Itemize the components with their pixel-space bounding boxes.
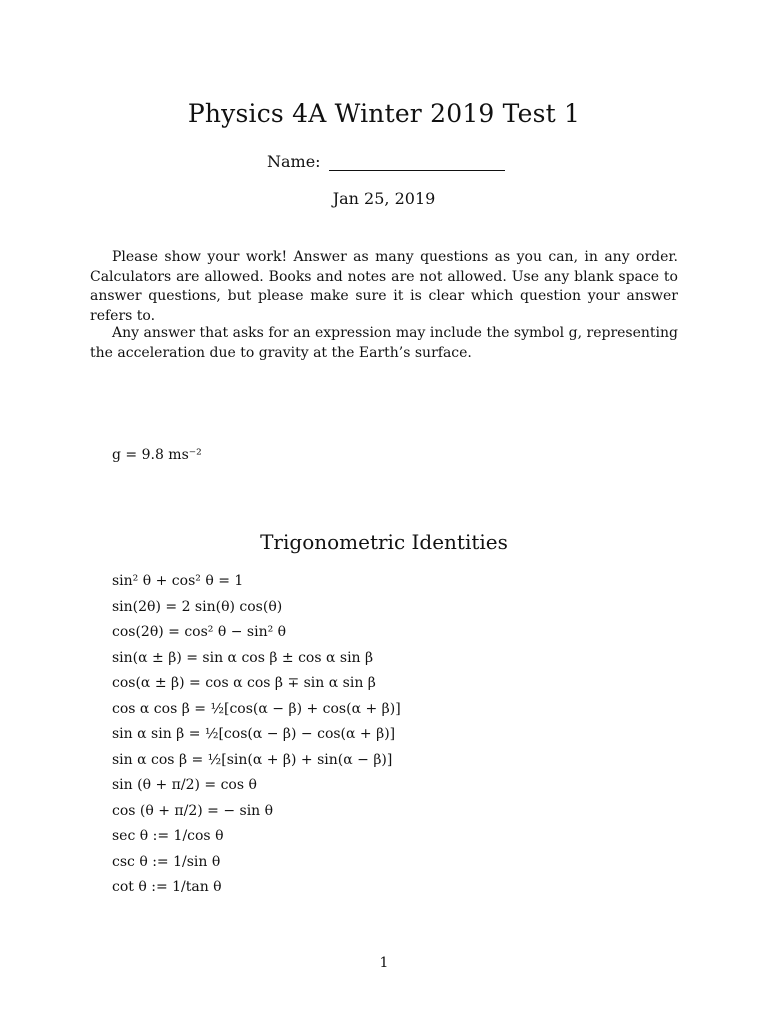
identity-item: sin² θ + cos² θ = 1 <box>112 573 244 589</box>
identity-item: cos(2θ) = cos² θ − sin² θ <box>112 624 287 640</box>
identity-item: cos (θ + π/2) = − sin θ <box>112 802 274 819</box>
identity-item: sin (θ + π/2) = cos θ <box>112 777 257 793</box>
identity-item: sin α cos β = ½[sin(α + β) + sin(α − β)] <box>112 751 393 768</box>
identity-item: sin(α ± β) = sin α cos β ± cos α sin β <box>112 649 374 666</box>
identity-item: sin(2θ) = 2 sin(θ) cos(θ) <box>112 598 283 615</box>
identity-item: cos α cos β = ½[cos(α − β) + cos(α + β)] <box>112 700 401 717</box>
identity-item: cos(α ± β) = cos α cos β ∓ sin α sin β <box>112 675 376 691</box>
page-number: 1 <box>379 955 389 971</box>
identity-item: sin α sin β = ½[cos(α − β) − cos(α + β)] <box>112 726 396 742</box>
identity-item: sec θ := 1/cos θ <box>112 828 224 844</box>
identities-heading: Trigonometric Identities <box>260 530 508 554</box>
name-label: Name: <box>267 152 321 171</box>
instructions-paragraph-1: Please show your work! Answer as many questions as you can, in any order. Calculators are allowed. Books and notes are not allowed. Use any blank space to answer questions, but please make sure it is clear which question your answer refers to. <box>90 249 678 324</box>
identity-item: csc θ := 1/sin θ <box>112 853 221 870</box>
name-field-row <box>267 152 505 171</box>
name-blank-line <box>329 152 505 171</box>
gravity-constant: g = 9.8 ms⁻² <box>112 447 202 463</box>
identities-list <box>112 569 401 901</box>
instructions-paragraph-2: Any answer that asks for an expression may include the symbol g, representing the acceleration due to gravity at the Earth’s surface. <box>90 325 678 361</box>
identity-item: cot θ := 1/tan θ <box>112 879 222 895</box>
page-title: Physics 4A Winter 2019 Test 1 <box>187 99 581 128</box>
test-date: Jan 25, 2019 <box>332 189 436 208</box>
